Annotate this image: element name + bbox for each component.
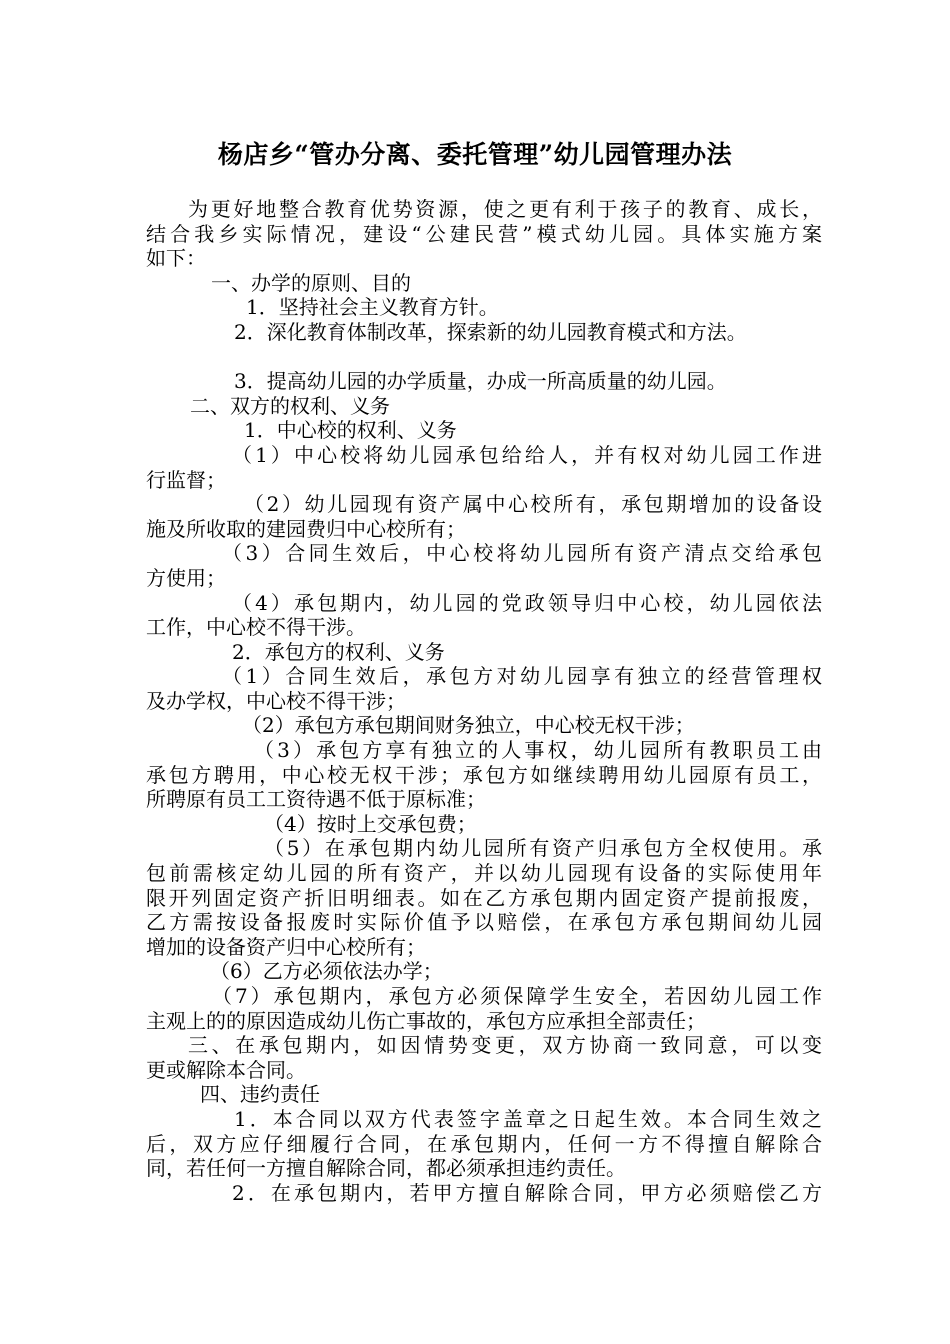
text-line: （1）中心校将幼儿园承包给给人，并有权对幼儿园工作进	[232, 442, 822, 467]
text-line: 工作，中心校不得干涉。	[146, 615, 366, 640]
text-line: （2）幼儿园现有资产属中心校所有，承包期增加的设备设	[244, 492, 822, 517]
text-line: （4）按时上交承包费；	[264, 811, 477, 836]
text-line: 一、办学的原则、目的	[211, 270, 411, 295]
text-line: 1．坚持社会主义教育方针。	[246, 295, 499, 320]
text-line: 结合我乡实际情况，建设“公建民营”模式幼儿园。具体实施方案	[146, 221, 822, 246]
text-line: 限开列固定资产折旧明细表。如在乙方承包期内固定资产提前报废，	[146, 885, 822, 910]
text-line: 包前需核定幼儿园的所有资产，并以幼儿园现有设备的实际使用年	[146, 861, 822, 886]
text-line: 1．本合同以双方代表签字盖章之日起生效。本合同生效之	[234, 1106, 822, 1131]
text-line: （1）合同生效后，承包方对幼儿园享有独立的经营管理权	[222, 664, 822, 689]
text-line: 同，若任何一方擅自解除合同，都必须承担违约责任。	[146, 1156, 626, 1181]
text-line: （4）承包期内，幼儿园的党政领导归中心校，幼儿园依法	[232, 590, 822, 615]
document-body	[146, 197, 822, 1205]
text-line: 为更好地整合教育优势资源，使之更有利于孩子的教育、成长，	[188, 197, 822, 221]
text-line: （6）乙方必须依法办学；	[210, 959, 443, 984]
text-line: 所聘原有员工工资待遇不低于原标准；	[146, 787, 486, 812]
text-line: 如下：	[146, 246, 206, 271]
text-line: 3．提高幼儿园的办学质量，办成一所高质量的幼儿园。	[234, 369, 727, 394]
text-line: 二、双方的权利、义务	[190, 393, 390, 418]
text-line: 主观上的的原因造成幼儿伤亡事故的，承包方应承担全部责任；	[146, 1008, 706, 1033]
text-line: 更或解除本合同。	[146, 1057, 306, 1082]
text-line: 施及所收取的建园费归中心校所有；	[146, 516, 466, 541]
text-line: 乙方需按设备报废时实际价值予以赔偿，在承包方承包期间幼儿园	[146, 910, 822, 935]
text-line: 1．中心校的权利、义务	[244, 418, 457, 443]
text-line: 后，双方应仔细履行合同，在承包期内，任何一方不得擅自解除合	[146, 1131, 822, 1156]
text-line: 三、在承包期内，如因情势变更，双方协商一致同意，可以变	[188, 1033, 822, 1058]
document-title: 杨店乡“管办分离、委托管理”幼儿园管理办法	[217, 140, 733, 169]
text-line: （3）合同生效后，中心校将幼儿园所有资产清点交给承包	[222, 541, 822, 566]
blank-line	[146, 345, 822, 370]
text-line: （5）在承包期内幼儿园所有资产归承包方全权使用。承	[264, 836, 822, 861]
text-line: 方使用；	[146, 565, 226, 590]
text-line: 行监督；	[146, 467, 226, 492]
text-line: 2．深化教育体制改革，探索新的幼儿园教育模式和方法。	[234, 319, 747, 344]
text-line: （3）承包方享有独立的人事权，幼儿园所有教职员工由	[254, 738, 822, 763]
text-line: （7）承包期内，承包方必须保障学生安全，若因幼儿园工作	[212, 984, 822, 1008]
text-line: 承包方聘用，中心校无权干涉；承包方如继续聘用幼儿园原有员工，	[146, 762, 822, 787]
text-line: 增加的设备资产归中心校所有；	[146, 934, 426, 959]
text-line: 2．在承包期内，若甲方擅自解除合同，甲方必须赔偿乙方	[232, 1180, 822, 1205]
text-line: （2）承包方承包期间财务独立，中心校无权干涉；	[242, 713, 695, 738]
text-line: 四、违约责任	[200, 1082, 320, 1107]
text-line: 2．承包方的权利、义务	[232, 639, 445, 664]
text-line: 及办学权，中心校不得干涉；	[146, 688, 406, 713]
